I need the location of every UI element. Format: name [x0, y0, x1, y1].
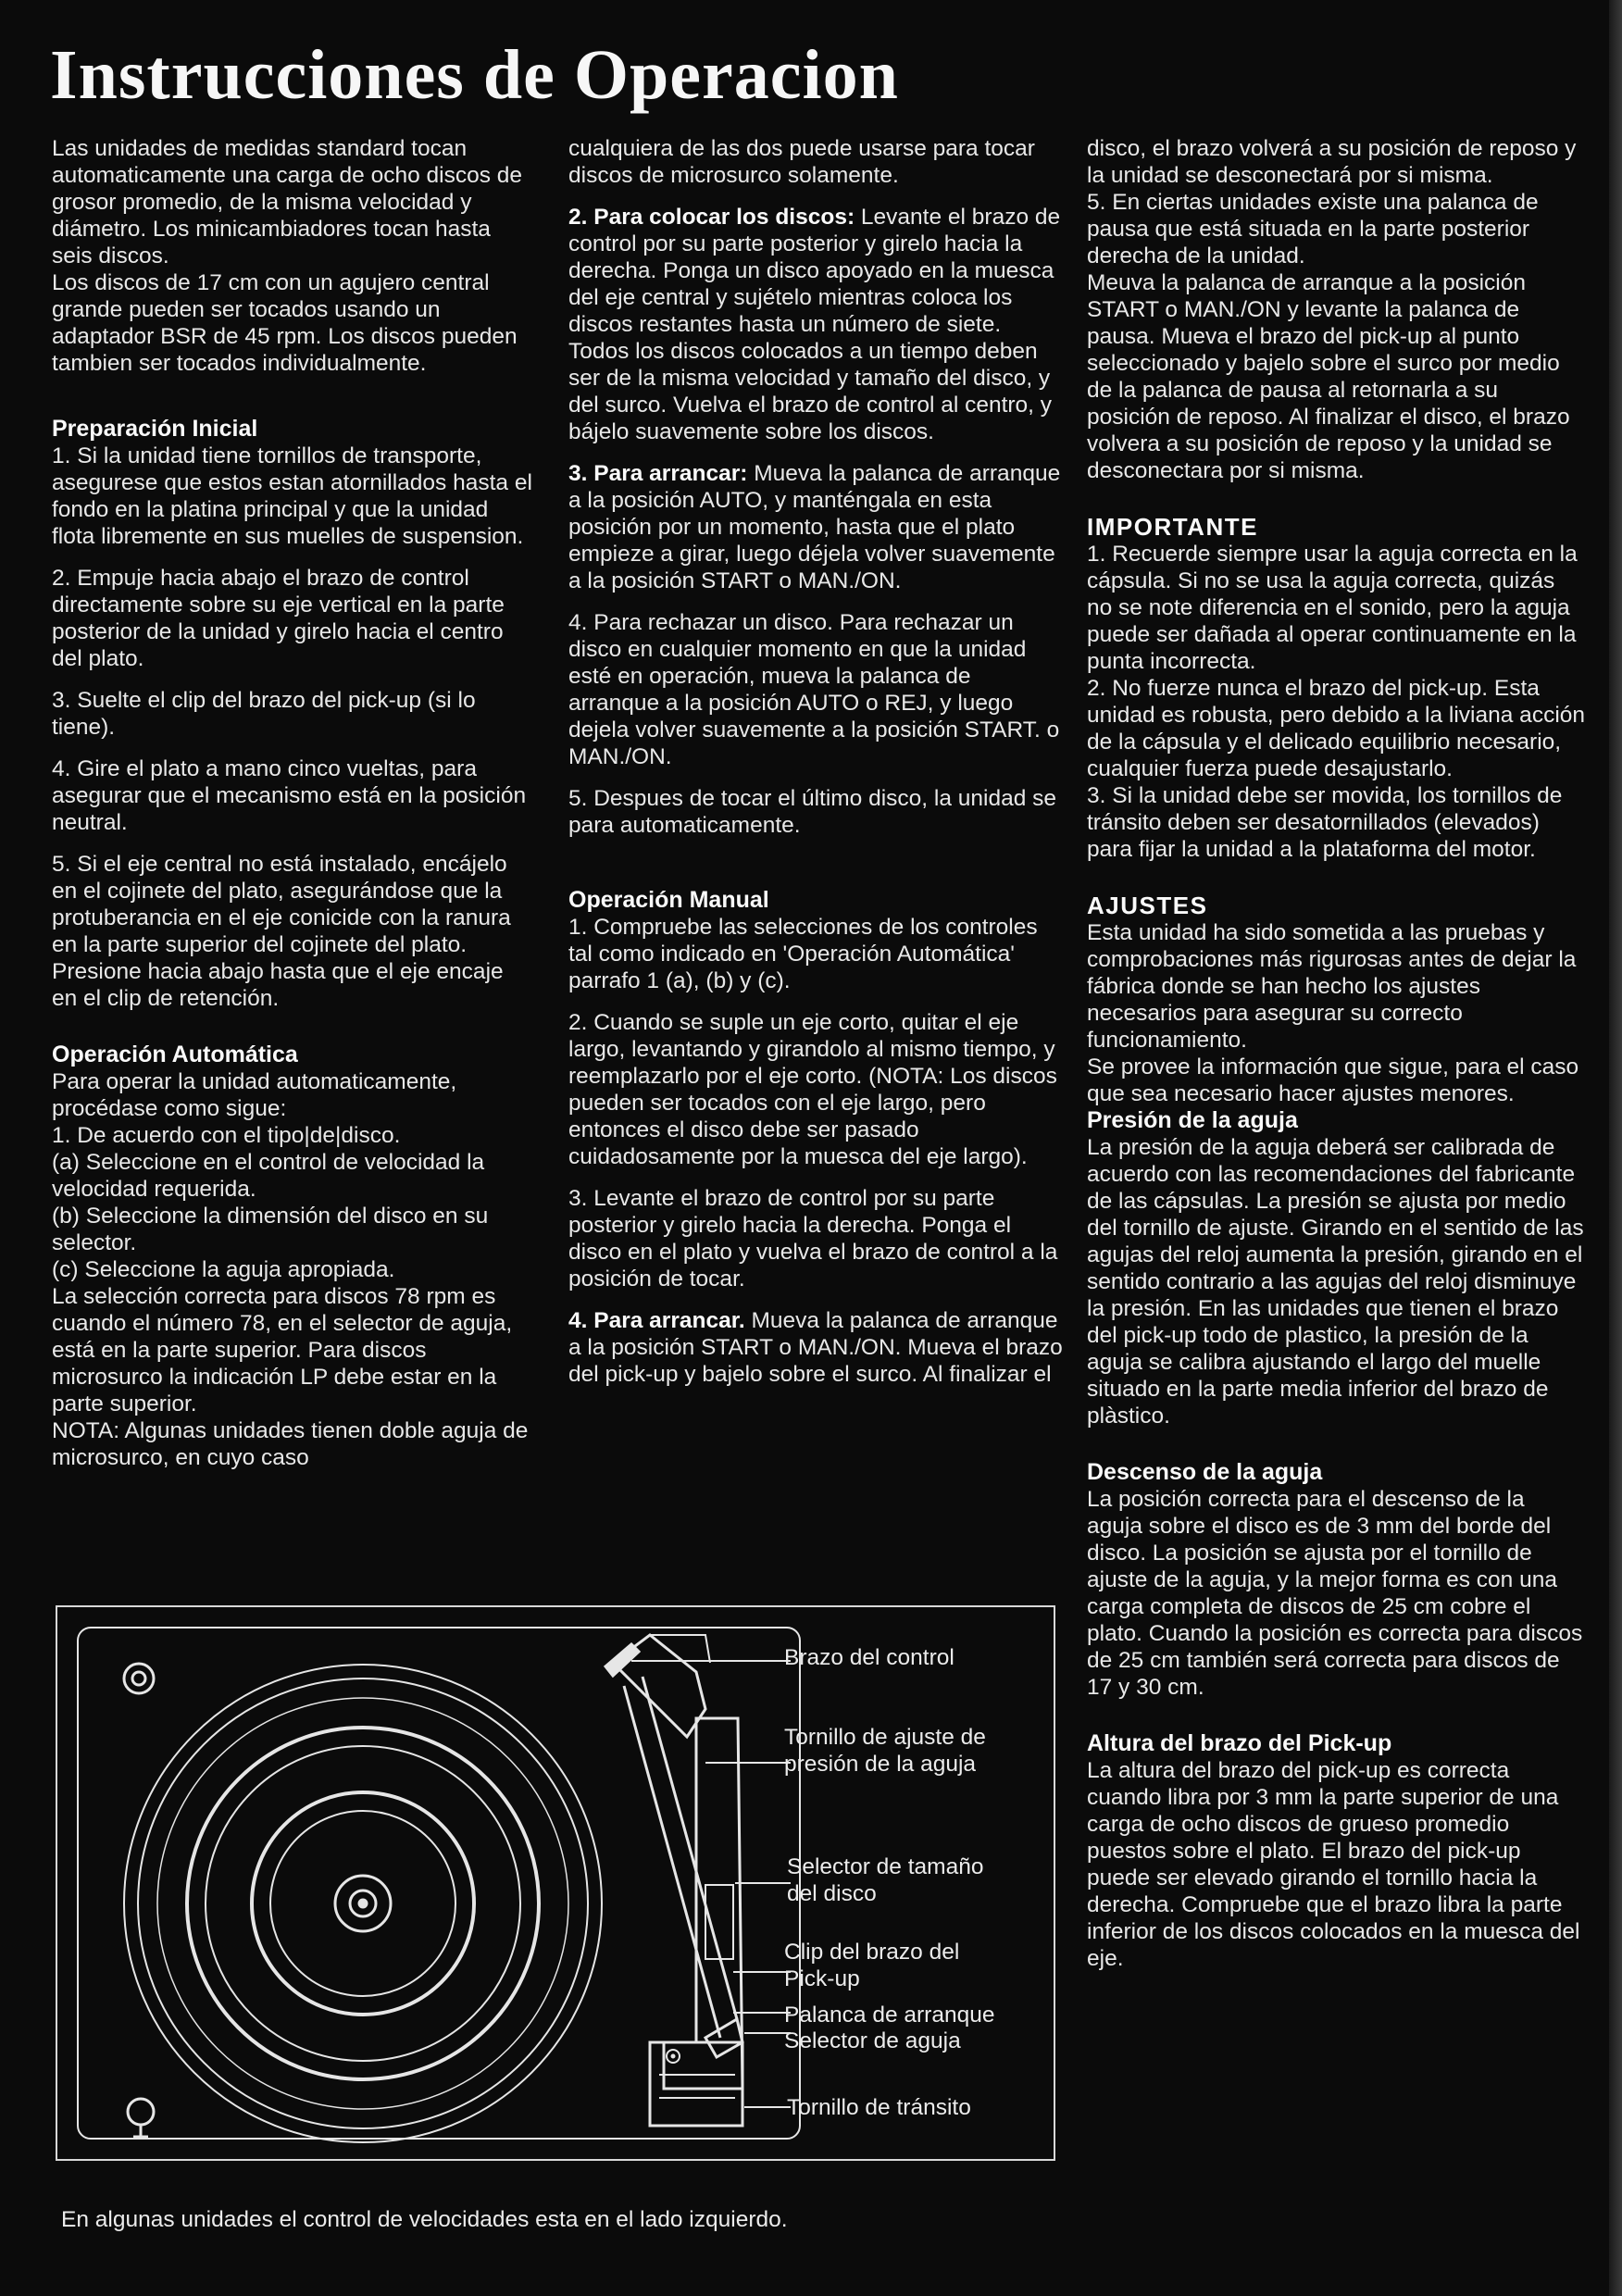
diagram-caption: En algunas unidades el control de velocidades esta en el lado izquierdo. [61, 2207, 788, 2232]
section-heading-presion: Presión de la aguja [1087, 1107, 1298, 1133]
altura-body: La altura del brazo del pick-up es correcta cuando libra por 3 mm la parte superior de una carga de ocho discos de grueso promedio puestos sobre el plato. El brazo del pick-up puede ser elevado girando el tornillo hacia la derecha. Compruebe que el brazo libra la parte inferior de los discos colocados en la muesca del eje. [1087, 1758, 1580, 1971]
step-lead: 3. Para arrancar: [568, 461, 748, 486]
step-lead: 2. Para colocar los discos: [568, 205, 855, 230]
label-tornillo-transito: Tornillo de tránsito [787, 2095, 971, 2120]
intro-paragraph-adapter: Los discos de 17 cm con un agujero central grande pueden ser tocados usando un adaptador BSR de 45 rpm. Los discos pueden tambien ser tocados individualmente. [52, 270, 518, 376]
column-middle [568, 135, 1064, 1403]
presion-body: La presión de la aguja deberá ser calibrada de acuerdo con las recomendaciones del fabricante de las cápsulas. La presión se ajusta por medio del tornillo de ajuste. Girando en el sentido de las agujas del reloj aumenta la presión, girando en el sentido contrario a las agujas del reloj disminuye la presión. En las unidades que tienen el brazo del pick-up todo de plastico, la presión de la aguja se calibra ajustando el largo del muelle situado en la parte media inferior del brazo de plàstico. [1087, 1135, 1584, 1429]
step-body: Mueva la palanca de arranque a la posición START o MAN./ON. Mueva el brazo del pick-up y bajelo sobre el surco. Al finalizar el [568, 1308, 1063, 1387]
continued-text: disco, el brazo volverá a su posición de reposo y la unidad se desconectará por si misma. 5. En ciertas unidades existe una palanca de pausa que está situada en la parte posterior derecha de la unidad. Meuva la palanca de arranque a la posición START o MAN./ON y levante la palanca de pausa. Mueva el brazo del pick-up al punto seleccionado y bajelo sobre el surco por medio de la palanca de pausa al retornarla a su posición de reposo. Al finalizar el disco, el brazo volvera a su posición de reposo y la unidad se desconectara por si misma. [1087, 136, 1577, 483]
section-heading-manual: Operación Manual [568, 887, 769, 913]
prep-step-5: 5. Si el eje central no está instalado, encájelo en el cojinete del plato, asegurándose que la protuberancia en el eje conicide con la ranura en la parte superior del cojinete del plato. Presione hacia abajo hasta que el eje encaje en el clip de retención. [52, 852, 511, 1011]
intro-paragraph: Las unidades de medidas standard tocan automaticamente una carga de ocho discos de grosor promedio, de la misma velocidad y diámetro. Los minicambiadores tocan hasta seis discos. [52, 136, 523, 268]
prep-step-4: 4. Gire el plato a mano cinco vueltas, para asegurar que el mecanismo está en la posición neutral. [52, 756, 527, 835]
auto-step-5: 5. Despues de tocar el último disco, la unidad se para automaticamente. [568, 786, 1057, 838]
page-title: Instrucciones de Operacion [50, 36, 899, 114]
ajustes-body: Esta unidad ha sido sometida a las pruebas y comprobaciones más rigurosas antes de dejar la fábrica donde se han hecho los ajustes necesarios para asegurar su correcto funcionamiento. Se provee la información que sigue, para el caso que sea necesario hacer ajustes menores. [1087, 920, 1579, 1106]
label-selector-aguja: Selector de aguja [784, 2028, 961, 2053]
manual-step-4 [568, 1307, 1064, 1388]
label-selector-tamano: Selector de tamaño del disco [787, 1854, 984, 1906]
label-brazo-del-control: Brazo del control [784, 1645, 954, 1670]
page-binding-edge [1609, 0, 1622, 2296]
manual-step-2: 2. Cuando se suple un eje corto, quitar el eje largo, levantando y girandolo al mismo tiempo, y reemplazarlo por el eje corto. (NOTA: Los discos pueden ser tocados con el eje largo, pero entonces el disco debe ser pasado cuidadosamente por la muesca del eje largo). [568, 1010, 1057, 1169]
section-heading-ajustes: AJUSTES [1087, 892, 1208, 919]
step-lead: 4. Para arrancar. [568, 1308, 745, 1333]
section-heading-importante: IMPORTANTE [1087, 513, 1258, 541]
section-heading-automatica: Operación Automática [52, 1042, 298, 1067]
prep-step-3: 3. Suelte el clip del brazo del pick-up (si lo tiene). [52, 688, 476, 740]
section-heading-preparacion: Preparación Inicial [52, 416, 258, 442]
manual-step-1: 1. Compruebe las selecciones de los controles tal como indicado en 'Operación Automática' parrafo 1 (a), (b) y (c). [568, 915, 1038, 993]
continued-text: cualquiera de las dos puede usarse para tocar discos de microsurco solamente. [568, 136, 1035, 188]
auto-step-2 [568, 204, 1064, 445]
step-body: Mueva la palanca de arranque a la posición AUTO, y manténgala en esta posición por un momento, hasta que el plato empieze a girar, luego déjela volver suavemente a la posición START o MAN./ON. [568, 461, 1061, 593]
label-clip-brazo: Clip del brazo del Pick-up [784, 1940, 960, 1991]
column-right [1087, 135, 1585, 1987]
prep-step-2: 2. Empuje hacia abajo el brazo de control directamente sobre su eje vertical en la parte posterior de la unidad y girelo hacia el centro del plato. [52, 566, 505, 671]
auto-step-3 [568, 460, 1064, 594]
label-tornillo-ajuste-presion: Tornillo de ajuste de presión de la aguja [784, 1725, 986, 1777]
column-left [52, 135, 533, 1486]
manual-step-3: 3. Levante el brazo de control por su parte posterior y girelo hacia la derecha. Ponga el disco en el plato y vuelva el brazo de control a la posición de tocar. [568, 1186, 1058, 1292]
step-body: Levante el brazo de control por su parte posterior y girelo hacia la derecha. Ponga un disco apoyado en la muesca del eje central y sujételo mientras coloca los discos restantes hasta un número de siete. Todos los discos colocados a un tiempo deben ser de la misma velocidad y tamaño del disco, y del surco. Vuelva el brazo de control al centro, y bájelo suavemente sobre los discos. [568, 205, 1061, 444]
prep-step-1: 1. Si la unidad tiene tornillos de transporte, asegurese que estos estan atornillados hasta el fondo en la platina principal y que la unidad flota libremente en sus muelles de suspension. [52, 443, 532, 549]
auto-step-4: 4. Para rechazar un disco. Para rechazar un disco en cualquier momento en que la unidad esté en operación, mueva la palanca de arranque a la posición AUTO o REJ, y luego dejela volver suavemente a la posición START. o MAN./ON. [568, 610, 1060, 769]
descenso-body: La posición correcta para el descenso de la aguja sobre el disco es de 3 mm del borde del disco. La posición se ajusta por el tornillo de ajuste de la aguja, y la mejor forma es con una carga completa de discos de 25 cm cobre el plato. Cuando la posición es correcta para discos de 25 cm también será correcta para discos de 17 y 30 cm. [1087, 1487, 1583, 1700]
auto-body: Para operar la unidad automaticamente, procédase como sigue: 1. De acuerdo con el tipo|de|disco. (a) Seleccione en el control de velocidad la velocidad requerida. (b) Seleccione la dimensión del disco en su selector. (c) Seleccione la aguja apropiada. La selección correcta para discos 78 rpm es cuando el número 78, en el selector de aguja, está en la parte superior. Para discos microsurco la indicación LP debe estar en la parte superior. NOTA: Algunas unidades tienen doble aguja de microsurco, en cuyo caso [52, 1069, 529, 1470]
turntable-diagram [56, 1605, 1055, 2161]
importante-body: 1. Recuerde siempre usar la aguja correcta en la cápsula. Si no se usa la aguja correcta, quizás no se note diferencia en el sonido, pero la aguja puede ser dañada al operar continuamente en la punta incorrecta. 2. No fuerze nunca el brazo del pick-up. Esta unidad es robusta, pero debido a la liviana acción de la cápsula y el delicado equilibrio necesario, cualquier fuerza puede desajustarlo. 3. Si la unidad debe ser movida, los tornillos de tránsito deben ser desatornillados (elevados) para fijar la unidad a la plataforma del motor. [1087, 542, 1586, 862]
section-heading-altura: Altura del brazo del Pick-up [1087, 1730, 1392, 1756]
section-heading-descenso: Descenso de la aguja [1087, 1459, 1323, 1485]
label-palanca-arranque: Palanca de arranque [784, 2003, 995, 2028]
